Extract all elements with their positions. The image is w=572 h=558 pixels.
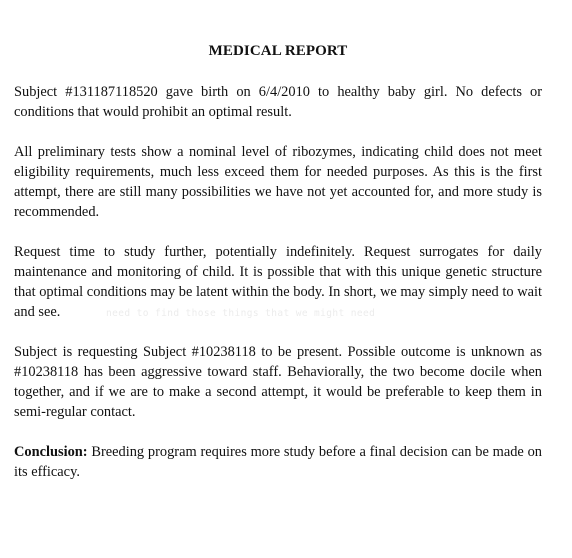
- conclusion-text: Breeding program requires more study before a final decision can be made on its efficacy.: [14, 444, 542, 480]
- paragraph-preliminary-tests: All preliminary tests show a nominal level of ribozymes, indicating child does not meet eligibility requirements, much less exceed them for needed purposes. As this is the first attempt, there are still many possibilities we have not yet accounted for, and more study is recommended.: [14, 144, 542, 220]
- conclusion-label: Conclusion:: [14, 444, 88, 460]
- report-title: MEDICAL REPORT: [208, 43, 348, 59]
- paragraph-subject-request: Subject is requesting Subject #10238118 to be present. Possible outcome is unknown as #10238118 has been aggressive toward staff. Behaviorally, the two become docile when together, and if we are to make a second attempt, it would be preferable to keep them in semi-regular contact.: [14, 344, 542, 420]
- report-document: [14, 41, 542, 502]
- hidden-note: need to find those things that we might need: [106, 308, 376, 319]
- paragraph-birth-record: Subject #131187118520 gave birth on 6/4/2010 to healthy baby girl. No defects or conditions that would prohibit an optimal result.: [14, 84, 542, 120]
- paragraph-study-request: Request time to study further, potentially indefinitely. Request surrogates for daily maintenance and monitoring of child. It is possible that with this unique genetic structure that optimal conditions may be latent within the body. In short, we may simply need to wait and see.: [14, 244, 542, 320]
- paragraph-conclusion: [14, 442, 542, 482]
